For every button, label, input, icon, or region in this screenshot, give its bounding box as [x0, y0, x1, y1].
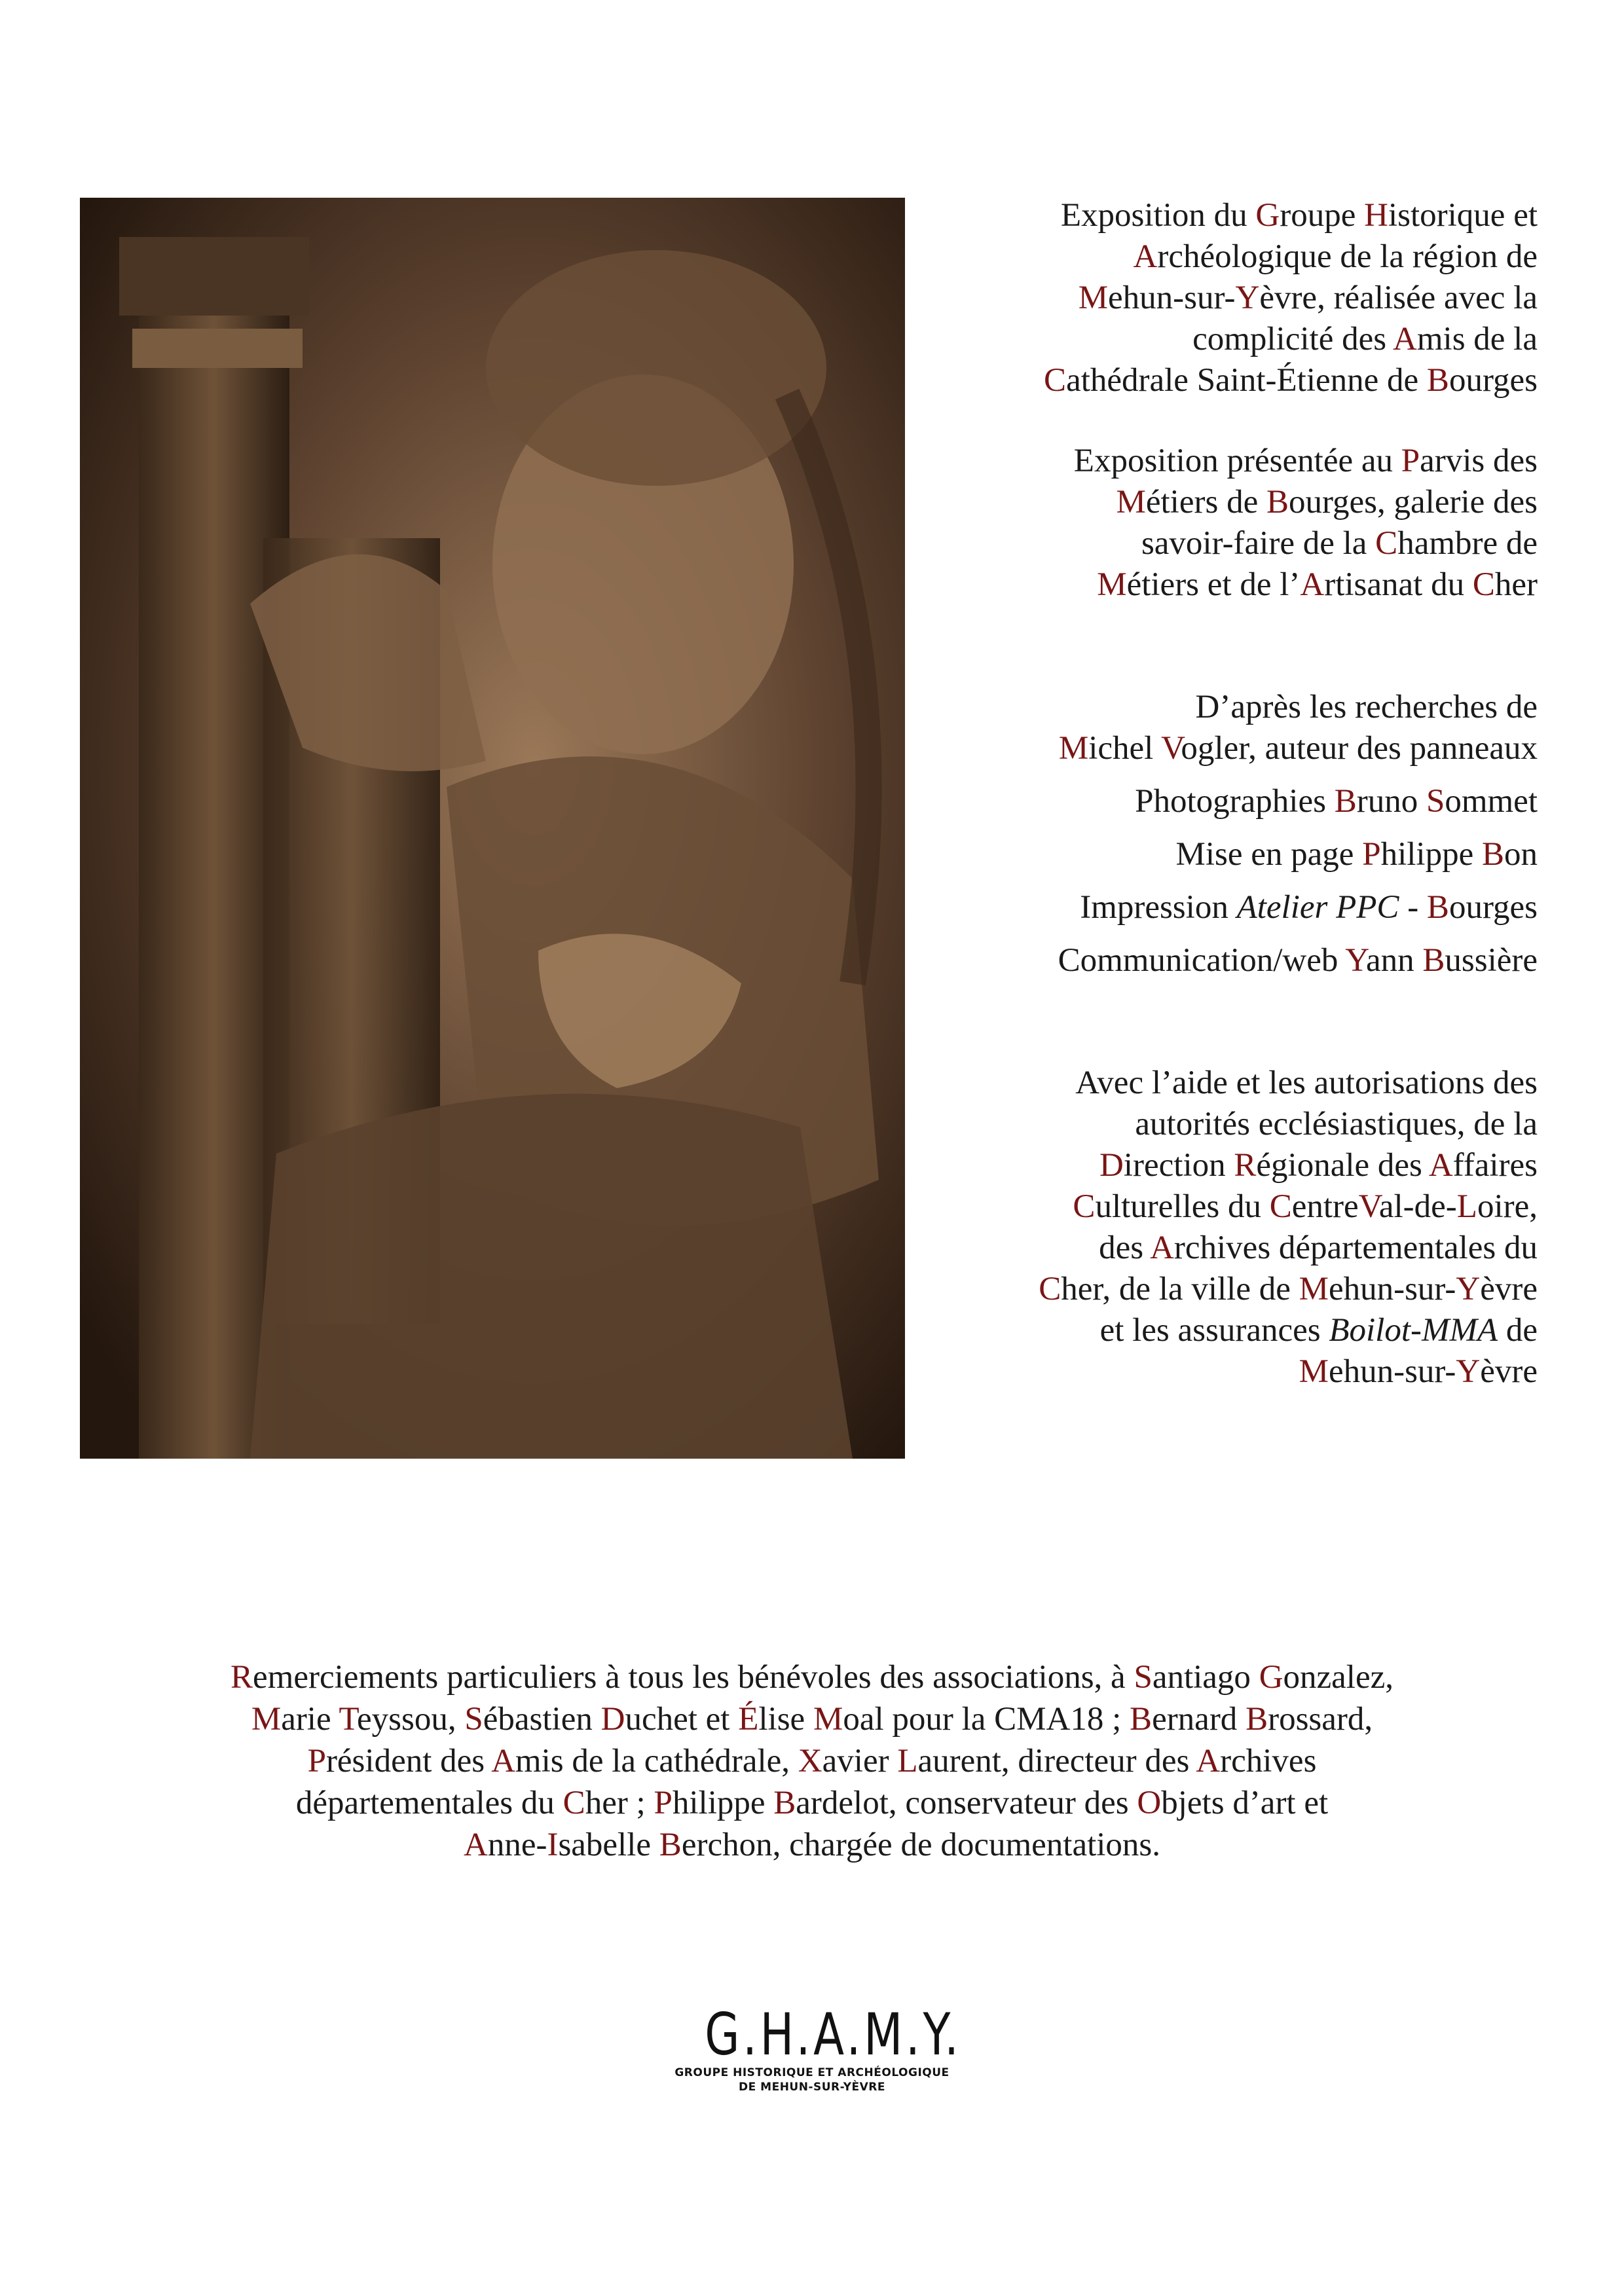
intro-line: complicité des Amis de la — [1192, 321, 1538, 357]
support-line: des Archives départementales du — [1099, 1230, 1538, 1266]
logo-subtitle-location: DE MEHUN-SUR-YÈVRE — [739, 2081, 885, 2094]
support-line: Avec l’aide et les autorisations des — [1075, 1065, 1538, 1101]
logo-title: G.H.A.M.Y. — [705, 2001, 962, 2068]
thanks-line: Remerciements particuliers à tous les bénévoles des associations, à Santiago Gonzalez, — [231, 1659, 1393, 1696]
thanks-line: Marie Teyssou, Sébastien Duchet et Élise Moal pour la CMA18 ; Bernard Brossard, — [251, 1701, 1373, 1738]
thanks-line: départementales du Cher ; Philippe Bardelot, conservateur des Objets d’art et — [295, 1785, 1329, 1821]
venue-line: Métiers de Bourges, galerie des — [1116, 484, 1538, 520]
venue-line: Exposition présentée au Parvis des — [1073, 443, 1538, 479]
thanks-line: Anne-Isabelle Berchon, chargée de documentations. — [463, 1827, 1161, 1863]
wood-carving-illustration — [80, 198, 905, 1459]
venue-line: Métiers et de l’Artisanat du Cher — [1097, 566, 1538, 603]
logo-subtitle: GROUPE HISTORIQUE ET ARCHÉOLOGIQUE — [674, 2066, 950, 2079]
web-credit: Communication/web Yann Bussière — [1058, 942, 1538, 979]
support-line: Culturelles du CentreVal-de-Loire, — [1073, 1188, 1538, 1225]
support-line: et les assurances Boilot-MMA de — [1099, 1312, 1538, 1349]
print-credit: Impression Atelier PPC - Bourges — [1080, 889, 1538, 926]
support-line: Mehun-sur-Yèvre — [1299, 1353, 1538, 1390]
support-line: Cher, de la ville de Mehun-sur-Yèvre — [1039, 1271, 1538, 1307]
carved-angel-photo — [80, 198, 905, 1459]
thanks-line: Président des Amis de la cathédrale, Xavier Laurent, directeur des Archives — [307, 1743, 1317, 1779]
intro-line: Mehun-sur-Yèvre, réalisée avec la — [1078, 280, 1538, 316]
ghamy-logo — [674, 2001, 962, 2102]
acknowledgements — [79, 1656, 1545, 1866]
venue-line: savoir-faire de la Chambre de — [1141, 525, 1538, 562]
credits-column — [917, 195, 1538, 1393]
research-credit: Michel Vogler, auteur des panneaux — [1058, 730, 1538, 767]
research-credit: D’après les recherches de — [1195, 689, 1538, 725]
layout-credit: Mise en page Philippe Bon — [1175, 836, 1538, 873]
intro-line: Exposition du Groupe Historique et — [1060, 197, 1538, 234]
photo-credit: Photographies Bruno Sommet — [1135, 783, 1538, 820]
intro-line: Cathédrale Saint-Étienne de Bourges — [1044, 362, 1538, 399]
intro-line: Archéologique de la région de — [1133, 238, 1538, 275]
support-line: autorités ecclésiastiques, de la — [1135, 1106, 1538, 1142]
support-line: Direction Régionale des Affaires — [1099, 1147, 1538, 1184]
